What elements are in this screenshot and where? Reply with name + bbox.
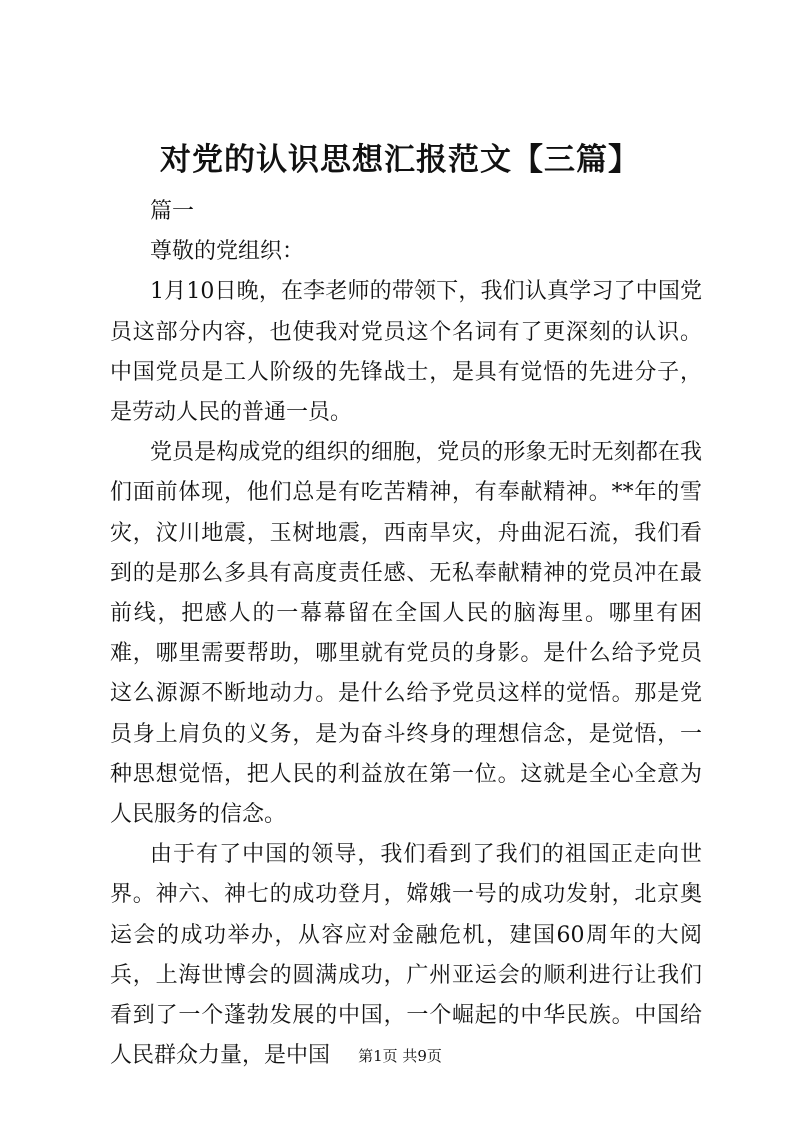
document-body xyxy=(110,192,702,1076)
paragraph-2: 党员是构成党的组织的细胞，党员的形象无时无刻都在我们面前体现，他们总是有吃苦精神，有奉献精神。**年的雪灾，汶川地震，玉树地震，西南旱灾，舟曲泥石流，我们看到的是那么多具有高度责任感、无私奉献精神的党员冲在最前线，把感人的一幕幕留在全国人民的脑海里。哪里有困难，哪里需要帮助，哪里就有党员的身影。是什么给予党员这么源源不断地动力。是什么给予党员这样的觉悟。那是党员身上肩负的义务，是为奋斗终身的理想信念，是觉悟，一种思想觉悟，把人民的利益放在第一位。这就是全心全意为人民服务的信念。 xyxy=(110,440,702,828)
salutation: 尊敬的党组织： xyxy=(150,239,305,265)
document-title: 对党的认识思想汇报范文【三篇】 xyxy=(160,142,640,178)
page-footer: 第1页 共9页 xyxy=(358,1047,442,1065)
section-heading: 篇一 xyxy=(150,199,195,224)
paragraph-1: 1月10日晚，在李老师的带领下，我们认真学习了中国党员这部分内容，也使我对党员这个名词有了更深刻的认识。中国党员是工人阶级的先锋战士，是具有觉悟的先进分子，是劳动人民的普通一员。 xyxy=(110,279,702,426)
paragraph-3: 由于有了中国的领导，我们看到了我们的祖国正走向世界。神六、神七的成功登月，嫦娥一号的成功发射，北京奥运会的成功举办，从容应对金融危机，建国60周年的大阅兵，上海世博会的圆满成功，广州亚运会的顺利进行让我们看到了一个蓬勃发展的中国，一个崛起的中华民族。中国给人民群众力量，是中国 xyxy=(110,842,702,1069)
